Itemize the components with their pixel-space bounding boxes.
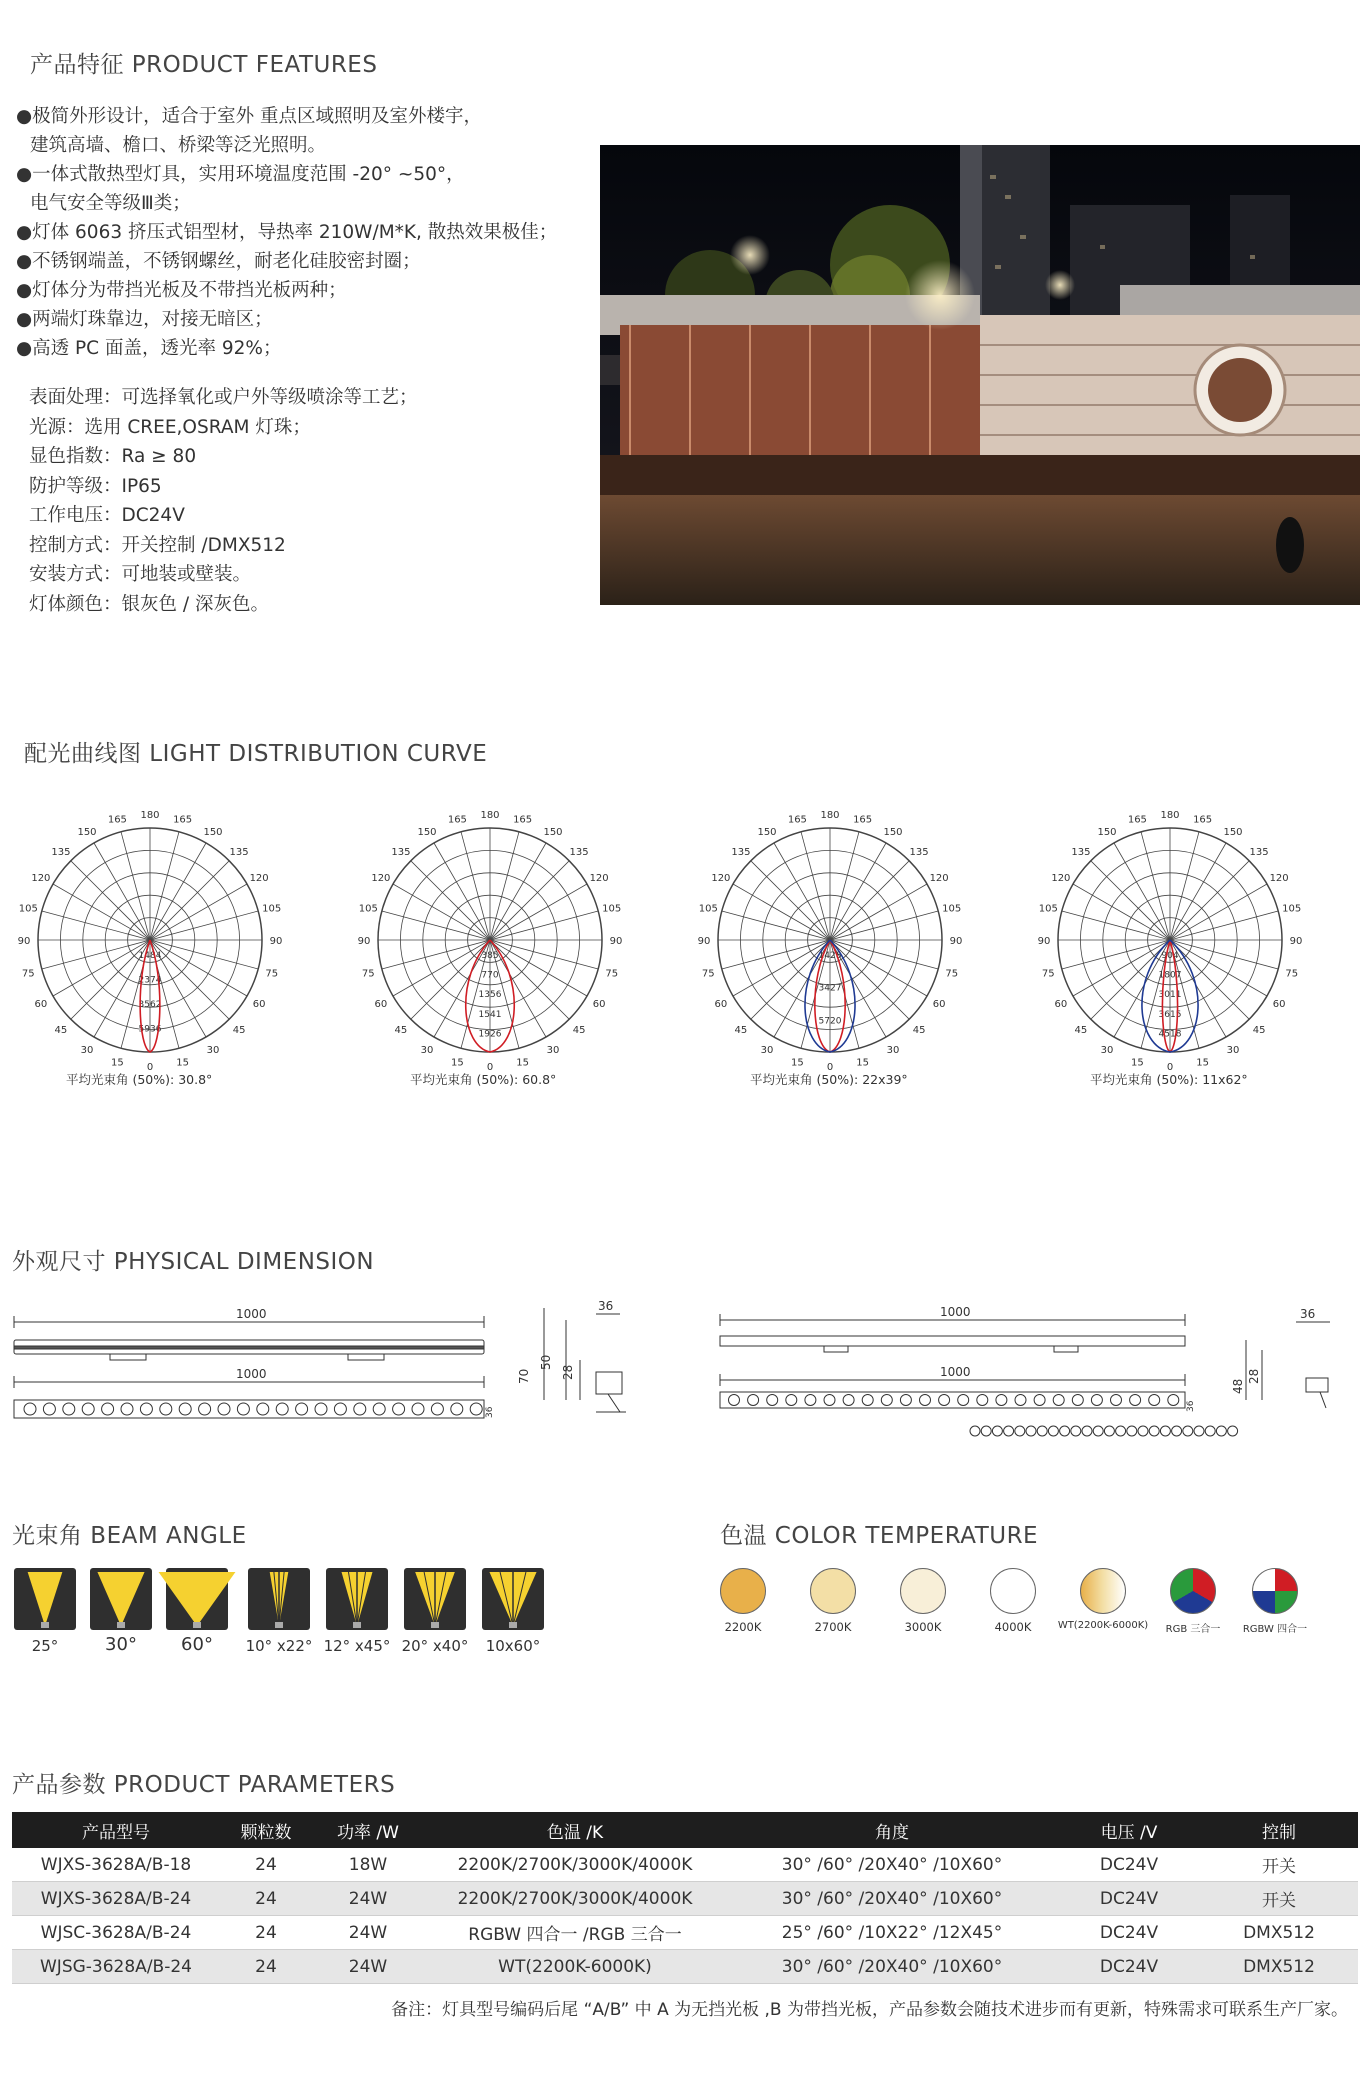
polar-ring-label: 385 [481,951,499,961]
polar-angle-label: 105 [1282,903,1302,915]
polar-angle-label: 165 [787,814,807,826]
feature-line: ●两端灯珠靠边，对接无暗区； [16,309,273,330]
polar-angle-label: 45 [394,1025,408,1037]
table-row [12,1916,1358,1950]
col-header: 控制 [1200,1812,1358,1848]
polar-angle-label: 75 [605,968,619,980]
polar-angle-label: 180 [820,810,840,821]
led-dot [1060,1426,1070,1436]
polar-angle-label: 165 [1193,814,1213,826]
feature-line: 电气安全等级Ⅲ类； [30,193,191,214]
polar-ring-label: 5720 [818,1016,842,1027]
polar-angle-label: 105 [942,903,962,915]
polar-angle-label: 105 [698,903,718,915]
spec-line: 控制方式：开关控制 /DMX512 [29,534,286,556]
cell: 30° /60° /20X40° /10X60° [726,1882,1058,1916]
polar-angle-label: 150 [417,826,437,838]
polar-angle-label: 45 [54,1025,68,1037]
polar-angle-label: 90 [1037,936,1051,947]
color-temp-row [0,1568,1362,1648]
polar-angle-label: 75 [21,968,35,980]
cell: RGBW 四合一 /RGB 三合一 [424,1916,726,1950]
polar-angle-label: 0 [146,1062,154,1073]
cell: 24 [220,1882,312,1916]
beam-angle-label: 12° x45° [323,1637,391,1655]
polar-angle-label: 120 [1269,873,1289,884]
dim-length-bottom: 1000 [236,1367,267,1381]
dim-side: 36 [1186,1400,1196,1412]
polar-angle-label: 135 [569,846,589,858]
polar-angle-label: 15 [516,1057,529,1069]
table-row [12,1848,1358,1882]
polar-ring-label: 2374 [138,975,162,986]
polar-angle-label: 30 [206,1045,220,1057]
polar-angle-label: 45 [912,1025,926,1037]
polar-angle-label: 105 [262,903,282,915]
dim-side: 36 [485,1406,495,1418]
led-dot [1183,1426,1193,1436]
beam-angle-label: 60° [181,1634,213,1655]
feature-line: ●灯体分为带挡光板及不带挡光板两种； [16,280,347,301]
color-temp-label: 2200K [724,1620,762,1634]
polar-angle-label: 75 [361,968,375,980]
polar-ring-label: 3562 [138,1000,162,1010]
polar-ring-label: 1541 [478,1009,502,1020]
cell: 2200K/2700K/3000K/4000K [424,1848,726,1882]
polar-angle-label: 0 [486,1062,494,1073]
polar-angle-label: 120 [31,873,51,884]
distribution-title: 配光曲线图 LIGHT DISTRIBUTION CURVE [24,741,488,767]
polar-angle-label: 180 [1160,810,1180,821]
polar-angle-label: 120 [589,873,609,884]
cell: DC24V [1058,1916,1200,1950]
polar-caption: 平均光束角 (50%): 22x39° [750,1072,908,1087]
table-row [12,1882,1358,1916]
led-dot [1116,1426,1126,1436]
polar-angle-label: 150 [883,826,903,838]
polar-angle-label: 150 [1223,826,1243,838]
polar-angle-label: 30 [1100,1045,1114,1057]
polar-angle-label: 30 [886,1045,900,1057]
polar-angle-label: 45 [1252,1025,1266,1037]
color-temp-swatch [1080,1568,1126,1614]
spec-line: 光源：选用 CREE,OSRAM 灯珠； [29,416,311,438]
cell: WJXS-3628A/B-18 [12,1848,220,1882]
led-dot [1127,1426,1137,1436]
polar-ring-label: 3011 [1158,990,1182,1001]
polar-ring-label: 904 [1161,951,1179,961]
feature-line: ●一体式散热型灯具，实用环境温度范围 -20° ~50°， [16,164,465,185]
beam-angle-label: 30° [105,1634,137,1655]
polar-angle-label: 105 [18,903,38,915]
polar-caption: 平均光束角 (50%): 11x62° [1090,1072,1248,1087]
polar-angle-label: 15 [176,1057,189,1069]
polar-angle-label: 15 [856,1057,869,1069]
led-dot [1037,1426,1047,1436]
polar-angle-label: 135 [51,846,71,858]
dim-h2: 28 [1247,1368,1261,1384]
led-dot [970,1426,980,1436]
feature-line: ●灯体 6063 挤压式铝型材，导热率 210W/M*K, 散热效果极佳； [16,222,558,243]
polar-caption: 平均光束角 (50%): 60.8° [410,1072,557,1087]
polar-ring-label: 4518 [1158,1029,1182,1040]
polar-angle-label: 135 [1071,846,1091,858]
polar-angle-label: 150 [1097,826,1117,838]
polar-angle-label: 75 [1041,968,1055,980]
polar-angle-label: 15 [1131,1057,1144,1069]
cell: WT(2200K-6000K) [424,1950,726,1984]
polar-ring-label: 3615 [1158,1009,1182,1020]
led-dot [1104,1426,1114,1436]
color-temp-swatch [1170,1568,1216,1614]
dim-length-top: 1000 [236,1307,267,1321]
beam-title: 光束角 BEAM ANGLE [12,1523,247,1549]
polar-angle-label: 120 [371,873,391,884]
color-temp-swatch [990,1568,1036,1614]
polar-angle-label: 135 [391,846,411,858]
polar-angle-label: 15 [451,1057,464,1069]
col-header: 色温 /K [424,1812,726,1848]
color-temp-label: RGB 三合一 [1165,1624,1221,1635]
color-temp-label: 4000K [994,1620,1032,1634]
cell: 30° /60° /20X40° /10X60° [726,1950,1058,1984]
polar-angle-label: 90 [1289,936,1303,947]
cell: WJSC-3628A/B-24 [12,1916,220,1950]
cell: 30° /60° /20X40° /10X60° [726,1848,1058,1882]
polar-angle-label: 90 [269,936,283,947]
color-temp-label: 2700K [814,1620,852,1634]
led-dot [1172,1426,1182,1436]
col-header: 颗粒数 [220,1812,312,1848]
led-dot [1093,1426,1103,1436]
dim-h3: 28 [561,1364,575,1380]
polar-angle-label: 90 [17,936,31,947]
cell: DC24V [1058,1848,1200,1882]
color-temp-label: RGBW 四合一 [1242,1624,1308,1635]
polar-angle-label: 60 [714,999,728,1010]
color-temp-swatch [1252,1568,1298,1614]
polar-angle-label: 45 [572,1025,586,1037]
dim-width: 36 [598,1299,614,1313]
led-dot [1004,1426,1014,1436]
polar-angle-label: 75 [1285,968,1299,980]
polar-angle-label: 90 [697,936,711,947]
polar-angle-label: 30 [546,1045,560,1057]
polar-angle-label: 120 [929,873,949,884]
polar-ring-label: 3427 [818,983,842,994]
polar-angle-label: 45 [734,1025,748,1037]
cell: DMX512 [1200,1950,1358,1984]
polar-angle-label: 30 [420,1045,434,1057]
cell: DC24V [1058,1882,1200,1916]
dim-h1: 70 [517,1368,531,1384]
table-row [12,1950,1358,1984]
polar-angle-label: 60 [592,999,606,1010]
polar-angle-label: 150 [77,826,97,838]
polar-angle-label: 180 [480,810,500,821]
polar-ring-label: 5936 [138,1024,162,1035]
polar-angle-label: 105 [358,903,378,915]
led-dot [1205,1426,1215,1436]
col-header: 产品型号 [12,1812,220,1848]
polar-angle-label: 165 [173,814,193,826]
cell: 开关 [1200,1848,1358,1882]
polar-ring-label: 1356 [478,990,502,1001]
polar-chart [698,810,963,1073]
polar-angle-label: 150 [757,826,777,838]
cell: 18W [312,1848,424,1882]
polar-angle-label: 150 [543,826,563,838]
led-dot [992,1426,1002,1436]
dimension-drawings [0,1300,1362,1450]
beam-angle-label: 25° [31,1637,59,1655]
polar-angle-label: 15 [1196,1057,1209,1069]
spec-line: 显色指数：Ra ≥ 80 [29,446,197,467]
polar-angle-label: 165 [853,814,873,826]
features-title: 产品特征 PRODUCT FEATURES [30,52,378,78]
polar-angle-label: 180 [140,810,160,821]
polar-angle-label: 135 [909,846,929,858]
dimension-title: 外观尺寸 PHYSICAL DIMENSION [12,1249,375,1275]
color-temp-swatch [900,1568,946,1614]
polar-angle-label: 75 [265,968,279,980]
polar-angle-label: 120 [1051,873,1071,884]
polar-angle-label: 30 [80,1045,94,1057]
spec-line: 表面处理：可选择氧化或户外等级喷涂等工艺； [29,387,418,408]
color-temp-label: 3000K [904,1620,942,1634]
feature-line: ●不锈钢端盖，不锈钢螺丝，耐老化硅胶密封圈； [16,251,421,272]
col-header: 电压 /V [1058,1812,1200,1848]
polar-charts-svg [0,810,1362,1080]
feature-line: 建筑高墙、檐口、桥梁等泛光照明。 [30,135,327,156]
params-title: 产品参数 PRODUCT PARAMETERS [12,1772,396,1798]
cell: DC24V [1058,1950,1200,1984]
led-dot [1228,1426,1238,1436]
feature-line: ●高透 PC 面盖，透光率 92%； [16,338,282,359]
polar-angle-label: 75 [701,968,715,980]
polar-chart [1038,810,1303,1073]
polar-angle-label: 30 [760,1045,774,1057]
led-dot [1216,1426,1226,1436]
cell: 24W [312,1882,424,1916]
polar-angle-label: 90 [949,936,963,947]
color-temp-label: WT(2200K-6000K) [1057,1620,1149,1631]
beam-angle-label: 10x60° [485,1637,541,1655]
polar-ring-label: 1807 [1158,970,1182,981]
polar-angle-label: 105 [1038,903,1058,915]
led-dot [1048,1426,1058,1436]
cell: DMX512 [1200,1916,1358,1950]
spec-line: 工作电压：DC24V [29,505,185,526]
polar-angle-label: 120 [249,873,269,884]
spec-line: 安装方式：可地装或壁装。 [29,564,252,585]
led-dot [1026,1426,1036,1436]
led-dot [1194,1426,1204,1436]
polar-angle-label: 165 [107,814,127,826]
feature-line: ●极简外形设计，适合于室外 重点区域照明及室外楼宇， [16,106,483,127]
polar-angle-label: 0 [1166,1062,1174,1073]
polar-angle-label: 75 [945,968,959,980]
polar-angle-label: 90 [609,936,623,947]
polar-angle-label: 45 [232,1025,246,1037]
spec-line: 灯体颜色：银灰色 / 深灰色。 [29,593,269,615]
polar-angle-label: 90 [357,936,371,947]
polar-ring-label: 1428 [818,951,842,961]
polar-angle-label: 150 [203,826,223,838]
polar-chart [18,810,283,1073]
specs-list [29,383,418,619]
cell: 开关 [1200,1882,1358,1916]
color-temp-swatch [810,1568,856,1614]
polar-angle-label: 60 [1054,999,1068,1010]
polar-caption: 平均光束角 (50%): 30.8° [66,1072,213,1087]
params-header-row [12,1812,1358,1848]
color-temp-swatch [720,1568,766,1614]
cell: 24W [312,1950,424,1984]
cell: 24 [220,1950,312,1984]
polar-angle-label: 45 [1074,1025,1088,1037]
params-note: 备注：灯具型号编码后尾 “A/B” 中 A 为无挡光板 ,B 为带挡光板，产品参数会随技术进步而有更新，特殊需求可联系生产厂家。 [391,2000,1348,2020]
polar-angle-label: 60 [34,999,48,1010]
polar-angle-label: 165 [1127,814,1147,826]
polar-angle-label: 135 [229,846,249,858]
dim-width: 36 [1300,1307,1316,1321]
polar-angle-label: 165 [447,814,467,826]
polar-ring-label: 1926 [478,1029,502,1040]
polar-angle-label: 60 [374,999,388,1010]
dim-h1: 48 [1231,1378,1245,1394]
dim-length-top: 1000 [940,1305,971,1319]
application-photo [600,145,1360,605]
cell: WJXS-3628A/B-24 [12,1882,220,1916]
polar-ring-label: 1484 [138,951,162,961]
polar-angle-label: 15 [791,1057,804,1069]
cell: 25° /60° /10X22° /12X45° [726,1916,1058,1950]
beam-angle-label: 10° x22° [245,1637,313,1655]
beam-angle-label: 20° x40° [401,1637,469,1655]
polar-angle-label: 135 [731,846,751,858]
led-dot [1138,1426,1148,1436]
led-dot [1160,1426,1170,1436]
params-table [12,1812,1358,1984]
dim-h2: 50 [539,1354,553,1370]
polar-angle-label: 30 [1226,1045,1240,1057]
spec-line: 防护等级：IP65 [29,475,162,497]
polar-angle-label: 0 [826,1062,834,1073]
col-header: 功率 /W [312,1812,424,1848]
cell: WJSG-3628A/B-24 [12,1950,220,1984]
polar-angle-label: 120 [711,873,731,884]
color-temp-title: 色温 COLOR TEMPERATURE [720,1523,1039,1549]
dim-length-bottom: 1000 [940,1365,971,1379]
features-list [16,102,557,363]
polar-ring-label: 770 [481,970,499,981]
cell: 24 [220,1916,312,1950]
polar-angle-label: 60 [932,999,946,1010]
col-header: 角度 [726,1812,1058,1848]
polar-angle-label: 105 [602,903,622,915]
cell: 2200K/2700K/3000K/4000K [424,1882,726,1916]
polar-angle-label: 60 [252,999,266,1010]
polar-angle-label: 135 [1249,846,1269,858]
polar-chart [358,810,623,1073]
led-dot [1149,1426,1159,1436]
polar-angle-label: 165 [513,814,533,826]
led-dot [1071,1426,1081,1436]
polar-angle-label: 15 [111,1057,124,1069]
cell: 24 [220,1848,312,1882]
cell: 24W [312,1916,424,1950]
polar-angle-label: 60 [1272,999,1286,1010]
led-dot [981,1426,991,1436]
led-dot [1015,1426,1025,1436]
led-dot [1082,1426,1092,1436]
